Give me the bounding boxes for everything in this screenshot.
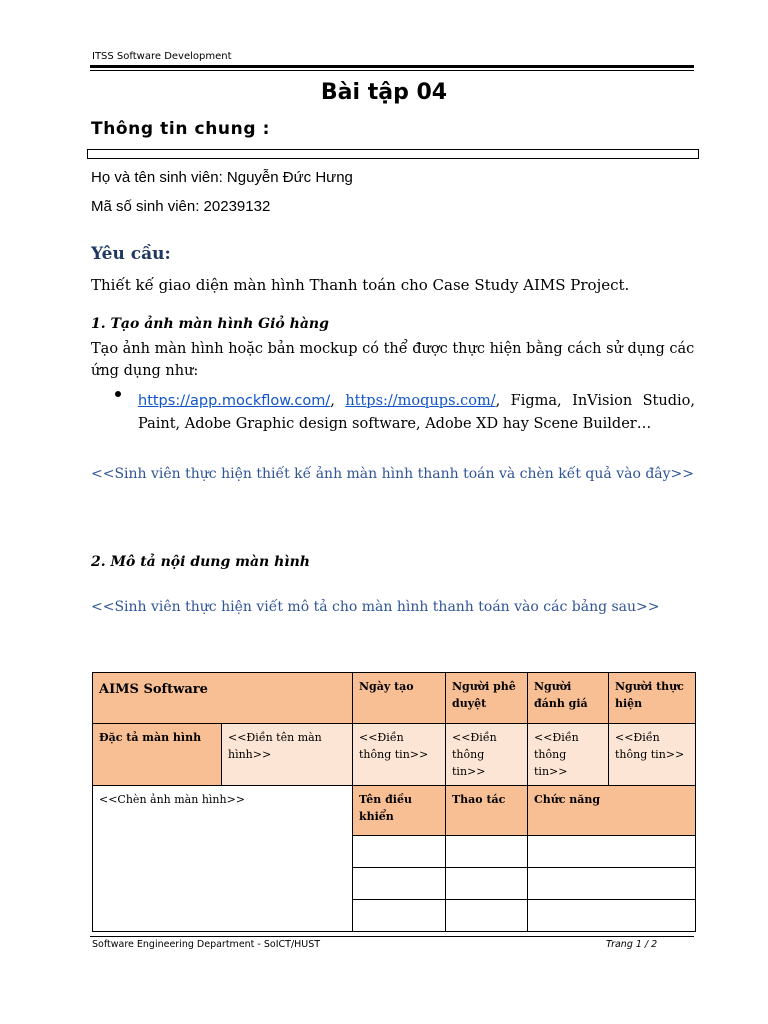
general-info-heading: Thông tin chung : [91, 119, 271, 139]
table-cell [528, 900, 696, 932]
bullet-separator: , [330, 393, 346, 409]
footer-rule [90, 936, 694, 937]
table-cell [446, 900, 528, 932]
control-name-header: Tên điều khiển [353, 786, 446, 836]
table-cell [528, 836, 696, 868]
bullet-icon [115, 391, 121, 397]
implementer-header: Người thực hiện [609, 673, 696, 724]
heading-divider-box [87, 149, 699, 159]
created-date-placeholder: <<Điền thông tin>> [353, 724, 446, 786]
requirements-text: Thiết kế giao diện màn hình Thanh toán cho Case Study AIMS Project. [91, 276, 630, 294]
table-cell [353, 868, 446, 900]
mockflow-link[interactable]: https://app.mockflow.com/ [138, 393, 331, 409]
table-cell [353, 836, 446, 868]
design-placeholder: <<Sinh viên thực hiện thiết kế ảnh màn hình thanh toán và chèn kết quả vào đây>> [91, 466, 695, 482]
header-rule-thick [90, 65, 694, 68]
page-header: ITSS Software Development [92, 51, 232, 62]
screen-name-placeholder: <<Điền tên màn hình>> [222, 724, 353, 786]
table-cell [353, 900, 446, 932]
section1-heading: 1. Tạo ảnh màn hình Giỏ hàng [91, 316, 329, 332]
screen-spec-label: Đặc tả màn hình [93, 724, 222, 786]
approver-header: Người phê duyệt [446, 673, 528, 724]
operation-header: Thao tác [446, 786, 528, 836]
tools-list-item [138, 390, 695, 436]
moqups-link[interactable]: https://moqups.com/ [345, 393, 496, 409]
table-cell [446, 868, 528, 900]
description-placeholder: <<Sinh viên thực hiện viết mô tả cho màn hình thanh toán vào các bảng sau>> [91, 599, 660, 615]
document-title: Bài tập 04 [320, 80, 448, 105]
reviewer-placeholder: <<Điền thông tin>> [528, 724, 609, 786]
screen-image-placeholder: <<Chèn ảnh màn hình>> [93, 786, 353, 932]
table-cell [446, 836, 528, 868]
software-name-cell: AIMS Software [93, 673, 353, 724]
approver-placeholder: <<Điền thông tin>> [446, 724, 528, 786]
student-id: Mã số sinh viên: 20239132 [91, 198, 271, 215]
footer-department: Software Engineering Department - SoICT/HUST [92, 939, 321, 950]
implementer-placeholder: <<Điền thông tin>> [609, 724, 696, 786]
header-rule-thin [90, 70, 694, 71]
page-number: Trang 1 / 2 [606, 939, 658, 950]
tools-list-rest: , Figma, InVision Studio, Paint, Adobe Graphic design software, Adobe XD hay Scene Builder… [138, 393, 695, 432]
student-name: Họ và tên sinh viên: Nguyễn Đức Hưng [91, 169, 353, 186]
requirements-heading: Yêu cầu: [91, 244, 171, 264]
created-date-header: Ngày tạo [353, 673, 446, 724]
screen-spec-table [92, 672, 696, 932]
table-cell [528, 868, 696, 900]
function-header: Chức năng [528, 786, 696, 836]
reviewer-header: Người đánh giá [528, 673, 609, 724]
section2-heading: 2. Mô tả nội dung màn hình [91, 554, 310, 570]
section1-description: Tạo ảnh màn hình hoặc bản mockup có thể được thực hiện bằng cách sử dụng các ứng dụng như: [91, 341, 695, 379]
